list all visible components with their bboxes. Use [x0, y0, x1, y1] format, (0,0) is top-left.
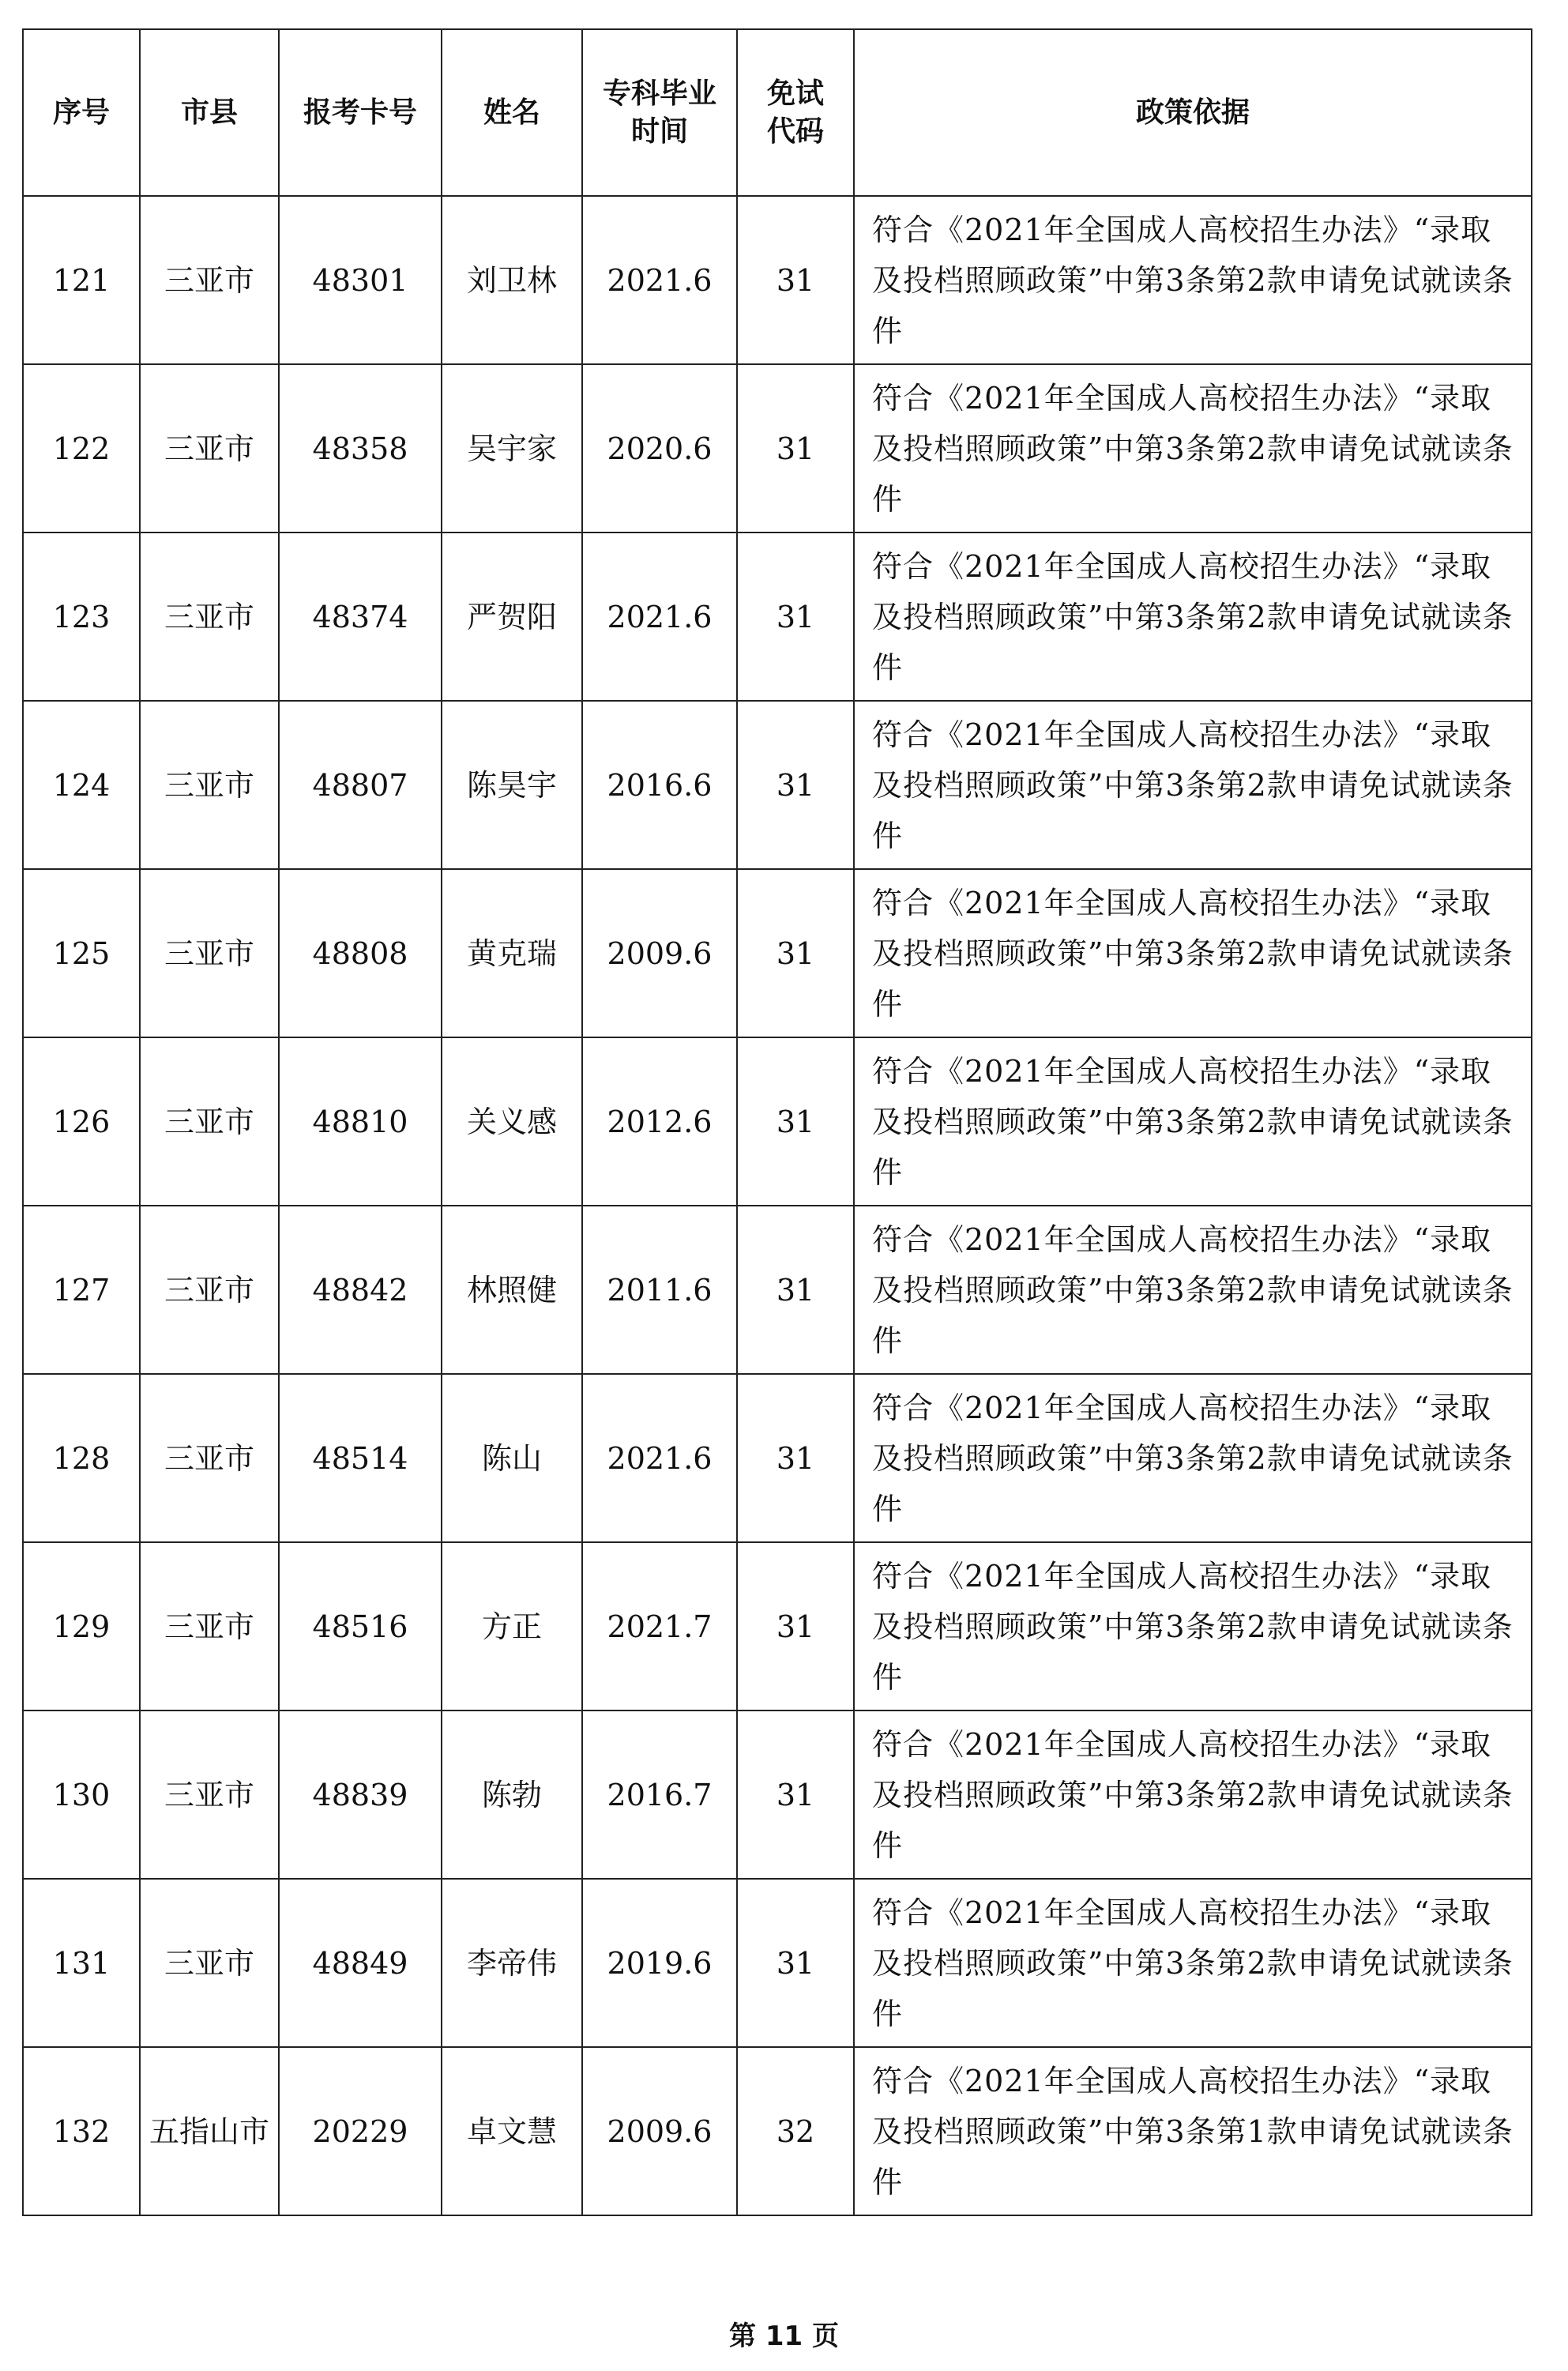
- cell-exempt-code: 31: [737, 533, 854, 701]
- cell-grad-time: 2021.6: [582, 533, 737, 701]
- exemption-roster-table: [22, 28, 1532, 2216]
- cell-policy: 符合《2021年全国成人高校招生办法》“录取及投档照顾政策”中第3条第2款申请免试就读条件: [854, 1542, 1532, 1711]
- header-code-line2: 代码: [766, 115, 824, 148]
- cell-grad-time: 2009.6: [582, 869, 737, 1037]
- header-grad-time: [582, 29, 737, 196]
- cell-exempt-code: 31: [737, 1711, 854, 1879]
- cell-policy: 符合《2021年全国成人高校招生办法》“录取及投档照顾政策”中第3条第2款申请免试就读条件: [854, 1879, 1532, 2047]
- cell-exempt-code: 31: [737, 869, 854, 1037]
- header-policy: 政策依据: [854, 29, 1532, 196]
- cell-city: 三亚市: [140, 701, 279, 869]
- cell-name: 李帝伟: [442, 1879, 582, 2047]
- table-row: [23, 1037, 1532, 1206]
- cell-policy: 符合《2021年全国成人高校招生办法》“录取及投档照顾政策”中第3条第2款申请免试就读条件: [854, 1711, 1532, 1879]
- cell-name: 陈勃: [442, 1711, 582, 1879]
- header-grad-line2: 时间: [630, 115, 688, 148]
- table-row: [23, 1374, 1532, 1542]
- cell-city: 三亚市: [140, 1542, 279, 1711]
- cell-name: 陈昊宇: [442, 701, 582, 869]
- header-code-line1: 免试: [766, 77, 824, 110]
- table-row: [23, 869, 1532, 1037]
- cell-policy: 符合《2021年全国成人高校招生办法》“录取及投档照顾政策”中第3条第2款申请免试就读条件: [854, 1037, 1532, 1206]
- header-exempt-code: [737, 29, 854, 196]
- cell-name: 卓文慧: [442, 2047, 582, 2215]
- cell-exempt-code: 32: [737, 2047, 854, 2215]
- cell-seq: 121: [23, 196, 140, 364]
- cell-card: 48808: [279, 869, 442, 1037]
- cell-exempt-code: 31: [737, 196, 854, 364]
- cell-policy: 符合《2021年全国成人高校招生办法》“录取及投档照顾政策”中第3条第1款申请免试就读条件: [854, 2047, 1532, 2215]
- cell-seq: 127: [23, 1206, 140, 1374]
- cell-policy: 符合《2021年全国成人高校招生办法》“录取及投档照顾政策”中第3条第2款申请免试就读条件: [854, 196, 1532, 364]
- cell-seq: 129: [23, 1542, 140, 1711]
- cell-exempt-code: 31: [737, 364, 854, 533]
- cell-card: 48301: [279, 196, 442, 364]
- table-row: [23, 1711, 1532, 1879]
- cell-seq: 123: [23, 533, 140, 701]
- cell-grad-time: 2020.6: [582, 364, 737, 533]
- table-row: [23, 701, 1532, 869]
- cell-city: 三亚市: [140, 1711, 279, 1879]
- cell-name: 关义感: [442, 1037, 582, 1206]
- cell-grad-time: 2016.7: [582, 1711, 737, 1879]
- cell-grad-time: 2019.6: [582, 1879, 737, 2047]
- cell-seq: 131: [23, 1879, 140, 2047]
- cell-seq: 128: [23, 1374, 140, 1542]
- cell-exempt-code: 31: [737, 1374, 854, 1542]
- table-row: [23, 1879, 1532, 2047]
- table-row: [23, 196, 1532, 364]
- cell-seq: 122: [23, 364, 140, 533]
- cell-card: 48810: [279, 1037, 442, 1206]
- cell-seq: 126: [23, 1037, 140, 1206]
- cell-grad-time: 2021.7: [582, 1542, 737, 1711]
- cell-grad-time: 2021.6: [582, 1374, 737, 1542]
- cell-city: 三亚市: [140, 196, 279, 364]
- cell-policy: 符合《2021年全国成人高校招生办法》“录取及投档照顾政策”中第3条第2款申请免试就读条件: [854, 533, 1532, 701]
- cell-policy: 符合《2021年全国成人高校招生办法》“录取及投档照顾政策”中第3条第2款申请免试就读条件: [854, 1206, 1532, 1374]
- cell-seq: 132: [23, 2047, 140, 2215]
- table-row: [23, 533, 1532, 701]
- cell-grad-time: 2012.6: [582, 1037, 737, 1206]
- cell-grad-time: 2021.6: [582, 196, 737, 364]
- cell-exempt-code: 31: [737, 1542, 854, 1711]
- cell-card: 48516: [279, 1542, 442, 1711]
- cell-policy: 符合《2021年全国成人高校招生办法》“录取及投档照顾政策”中第3条第2款申请免试就读条件: [854, 364, 1532, 533]
- cell-city: 五指山市: [140, 2047, 279, 2215]
- table-row: [23, 1206, 1532, 1374]
- cell-name: 黄克瑞: [442, 869, 582, 1037]
- table-row: [23, 2047, 1532, 2215]
- header-name: 姓名: [442, 29, 582, 196]
- cell-name: 严贺阳: [442, 533, 582, 701]
- cell-card: 48358: [279, 364, 442, 533]
- cell-seq: 125: [23, 869, 140, 1037]
- cell-seq: 130: [23, 1711, 140, 1879]
- cell-city: 三亚市: [140, 364, 279, 533]
- cell-name: 林照健: [442, 1206, 582, 1374]
- cell-grad-time: 2011.6: [582, 1206, 737, 1374]
- cell-seq: 124: [23, 701, 140, 869]
- cell-card: 48807: [279, 701, 442, 869]
- cell-card: 48849: [279, 1879, 442, 2047]
- cell-exempt-code: 31: [737, 1037, 854, 1206]
- table-row: [23, 364, 1532, 533]
- cell-exempt-code: 31: [737, 701, 854, 869]
- cell-exempt-code: 31: [737, 1879, 854, 2047]
- cell-name: 方正: [442, 1542, 582, 1711]
- cell-city: 三亚市: [140, 1374, 279, 1542]
- cell-city: 三亚市: [140, 1879, 279, 2047]
- cell-card: 48514: [279, 1374, 442, 1542]
- cell-policy: 符合《2021年全国成人高校招生办法》“录取及投档照顾政策”中第3条第2款申请免试就读条件: [854, 1374, 1532, 1542]
- header-city: 市县: [140, 29, 279, 196]
- table-row: [23, 1542, 1532, 1711]
- cell-policy: 符合《2021年全国成人高校招生办法》“录取及投档照顾政策”中第3条第2款申请免试就读条件: [854, 869, 1532, 1037]
- cell-exempt-code: 31: [737, 1206, 854, 1374]
- cell-card: 48374: [279, 533, 442, 701]
- page-number: 第 11 页: [729, 2320, 839, 2352]
- cell-city: 三亚市: [140, 869, 279, 1037]
- cell-grad-time: 2009.6: [582, 2047, 737, 2215]
- table-header-row: [23, 29, 1532, 196]
- cell-city: 三亚市: [140, 533, 279, 701]
- header-card: 报考卡号: [279, 29, 442, 196]
- cell-policy: 符合《2021年全国成人高校招生办法》“录取及投档照顾政策”中第3条第2款申请免试就读条件: [854, 701, 1532, 869]
- cell-card: 48839: [279, 1711, 442, 1879]
- header-seq: 序号: [23, 29, 140, 196]
- header-grad-line1: 专科毕业: [602, 77, 716, 110]
- cell-name: 吴宇家: [442, 364, 582, 533]
- cell-city: 三亚市: [140, 1037, 279, 1206]
- cell-grad-time: 2016.6: [582, 701, 737, 869]
- cell-card: 20229: [279, 2047, 442, 2215]
- cell-city: 三亚市: [140, 1206, 279, 1374]
- table-body: [23, 196, 1532, 2215]
- cell-name: 陈山: [442, 1374, 582, 1542]
- cell-card: 48842: [279, 1206, 442, 1374]
- cell-name: 刘卫林: [442, 196, 582, 364]
